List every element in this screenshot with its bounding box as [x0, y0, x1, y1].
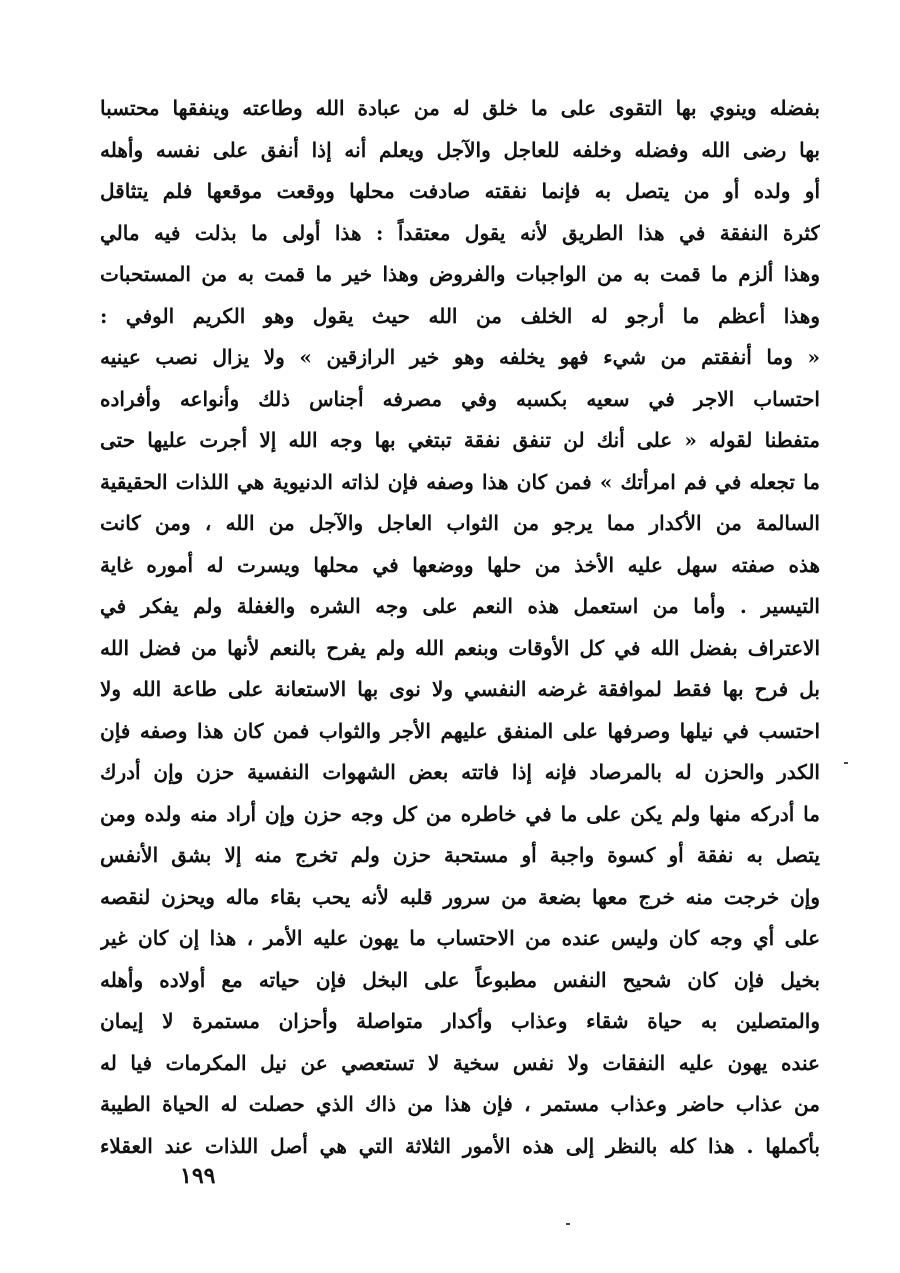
arabic-text-block: [100, 88, 820, 1167]
text-line-12: هذه صفته سهل عليه الأخذ من حلها ووضعها في محلها ويسرت له أموره غاية: [100, 552, 820, 577]
text-line-8: احتساب الاجر في سعيه بكسبه وفي مصرفه أجناس ذلك وأنواعه وأفراده: [100, 386, 820, 411]
text-line-3: أو ولده أو من يتصل به فإنما نفقته صادفت محلها ووقعت موقعها فلم يتثاقل: [100, 179, 820, 203]
page-number: ١٩٩: [180, 1163, 216, 1189]
text-line-20: وإن خرجت منه خرج معها بضعة من سرور قلبه لأنه يحب بقاء ماله ويحزن لنقصه: [100, 884, 820, 909]
text-line-16: احتسب في نيلها وصرفها على المنفق عليهم الأجر والثواب فمن كان هذا وصفه فإن: [100, 718, 820, 743]
text-line-26: بأكملها . هذا كله بالنظر إلى هذه الأمور الثلاثة التي هي أصل اللذات عند العقلاء: [100, 1133, 820, 1158]
text-line-14: الاعتراف بفضل الله في كل الأوقات وبنعم الله ولم يفرح بالنعم لأنها من فضل الله: [100, 635, 820, 660]
text-line-18: ما أدركه منها ولم يكن على ما في خاطره من كل وجه حزن وإن أراد منه ولده ومن: [100, 801, 820, 826]
text-line-4: كثرة النفقة في هذا الطريق لأنه يقول معتقداً : هذا أولى ما بذلت فيه مالي: [100, 220, 820, 245]
text-line-13: التيسير . وأما من استعمل هذه النعم على وجه الشره والغفلة ولم يفكر في: [100, 594, 820, 618]
text-line-1: بفضله وينوي بها التقوى على ما خلق له من عبادة الله وطاعته وينفقها محتسبا: [100, 96, 820, 120]
text-line-15: بل فرح بها فقط لموافقة غرضه النفسي ولا نوى بها الاستعانة على طاعة الله ولا: [100, 677, 820, 701]
text-line-25: من عذاب حاضر وعذاب مستمر ، فإن هذا من ذاك الذي حصلت له الحياة الطيبة: [100, 1092, 820, 1116]
text-line-21: على أي وجه كان وليس عنده من الاحتساب ما يهون عليه الأمر ، هذا إن كان غير: [100, 926, 820, 950]
text-line-6: وهذا أعظم ما أرجو له الخلف من الله حيث يقول وهو الكريم الوفي :: [100, 303, 820, 328]
text-line-10: ما تجعله في فم امرأتك » فمن كان هذا وصفه فإن لذاته الدنيوية هي اللذات الحقيقية: [100, 469, 820, 494]
text-line-9: متفطنا لقوله « على أنك لن تنفق نفقة تبتغي بها وجه الله إلا أجرت عليها حتى: [100, 428, 820, 452]
text-line-19: يتصل به نفقة أو كسوة واجبة أو مستحبة حزن ولم تخرج منه إلا بشق الأنفس: [100, 843, 820, 867]
text-line-2: بها رضى الله وفضله وخلفه للعاجل والآجل ويعلم أنه إذا أنفق على نفسه وأهله: [100, 137, 820, 162]
text-line-23: والمتصلين به حياة شقاء وعذاب وأكدار متواصلة وأحزان مستمرة لا إيمان: [100, 1009, 820, 1033]
text-line-24: عنده يهون عليه النفقات ولا نفس سخية لا تستعصي عن نيل المكرمات فيا له: [100, 1050, 820, 1075]
scan-speck: [566, 1223, 570, 1225]
scan-speck: [844, 762, 848, 764]
text-line-17: الكدر والحزن له بالمرصاد فإنه إذا فاتته بعض الشهوات النفسية حزن وإن أدرك: [100, 760, 820, 784]
text-line-11: السالمة من الأكدار مما يرجو من الثواب العاجل والآجل من الله ، ومن كانت: [100, 511, 820, 535]
text-line-5: وهذا ألزم ما قمت به من الواجبات والفروض وهذا خير ما قمت به من المستحبات: [100, 262, 820, 286]
text-line-7: « وما أنفقتم من شيء فهو يخلفه وهو خير الرازقين » ولا يزال نصب عينيه: [100, 345, 820, 369]
text-line-22: بخيل فإن كان شحيح النفس مطبوعاً على البخل فإن حياته مع أولاده وأهله: [100, 967, 820, 992]
